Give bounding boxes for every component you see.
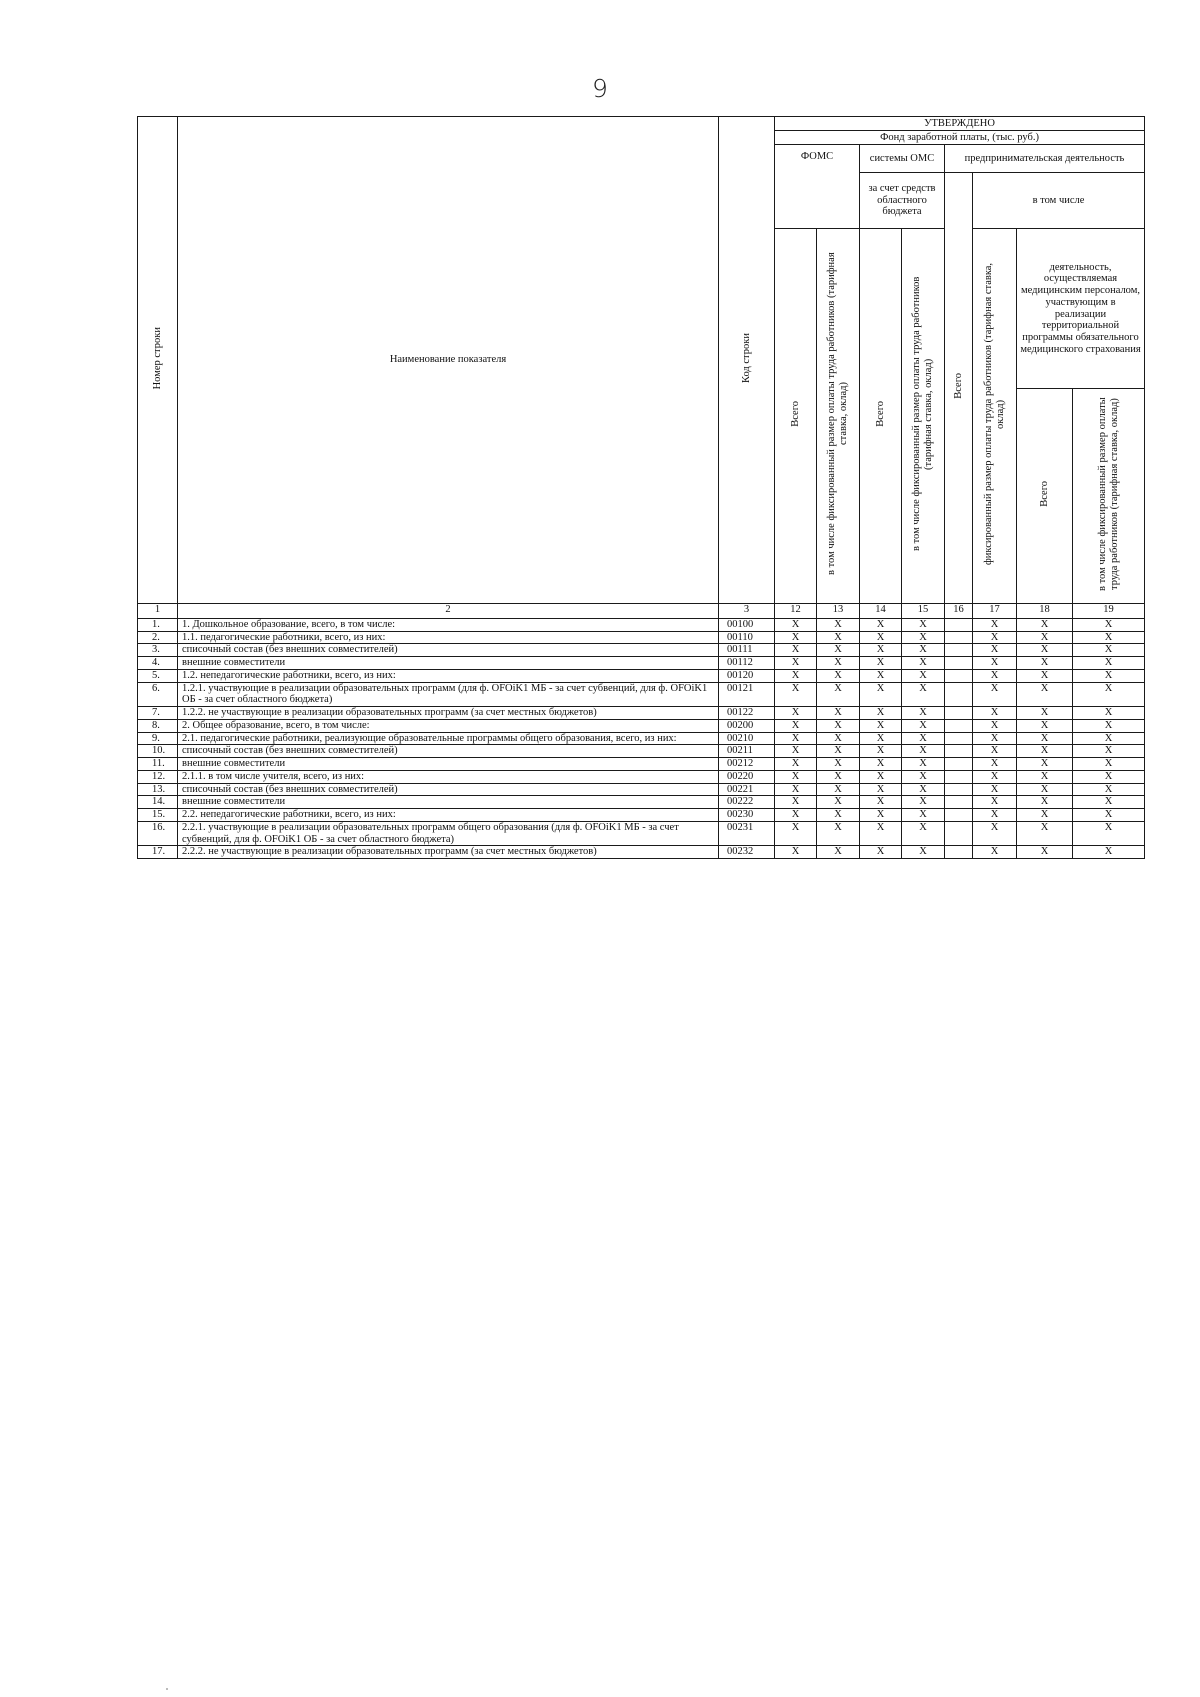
value-medical-fixed: X xyxy=(1073,719,1145,732)
table-row xyxy=(138,783,1145,796)
indicator-name: 1.1. педагогические работники, всего, из них: xyxy=(178,631,719,644)
entrepreneurial-header: предпринимательская деятельность xyxy=(945,145,1145,173)
indicator-name: 2.1.1. в том числе учителя, всего, из них: xyxy=(178,770,719,783)
value-medical-total: X xyxy=(1017,783,1073,796)
value-oms-total: X xyxy=(860,732,902,745)
value-entrepreneurial-fixed: X xyxy=(973,732,1017,745)
value-medical-fixed: X xyxy=(1073,618,1145,631)
value-medical-fixed: X xyxy=(1073,732,1145,745)
value-medical-total: X xyxy=(1017,682,1073,707)
value-oms-fixed: X xyxy=(902,631,945,644)
indicator-name: 2.2. непедагогические работники, всего, из них: xyxy=(178,809,719,822)
value-medical-total: X xyxy=(1017,770,1073,783)
col-number: 13 xyxy=(817,603,860,618)
row-code: 00221 xyxy=(719,783,775,796)
table-row xyxy=(138,669,1145,682)
value-medical-fixed: X xyxy=(1073,783,1145,796)
value-foms-fixed: X xyxy=(817,846,860,859)
row-code: 00230 xyxy=(719,809,775,822)
value-medical-fixed: X xyxy=(1073,682,1145,707)
indicator-name-header: Наименование показателя xyxy=(178,117,719,604)
value-foms-fixed: X xyxy=(817,758,860,771)
entrepreneurial-total-header: Всего xyxy=(945,173,973,604)
value-entrepreneurial-total xyxy=(945,669,973,682)
col-number: 12 xyxy=(775,603,817,618)
value-oms-total: X xyxy=(860,631,902,644)
value-oms-fixed: X xyxy=(902,644,945,657)
value-medical-total: X xyxy=(1017,719,1073,732)
value-foms-total: X xyxy=(775,669,817,682)
value-entrepreneurial-fixed: X xyxy=(973,809,1017,822)
row-number: 17. xyxy=(138,846,178,859)
table-row xyxy=(138,846,1145,859)
value-entrepreneurial-fixed: X xyxy=(973,631,1017,644)
indicator-name: внешние совместители xyxy=(178,758,719,771)
value-entrepreneurial-fixed: X xyxy=(973,783,1017,796)
indicator-name: 1.2. непедагогические работники, всего, из них: xyxy=(178,669,719,682)
value-medical-fixed: X xyxy=(1073,809,1145,822)
fund-header: Фонд заработной платы, (тыс. руб.) xyxy=(775,131,1145,145)
table-row xyxy=(138,618,1145,631)
indicator-name: 2. Общее образование, всего, в том числе: xyxy=(178,719,719,732)
value-medical-fixed: X xyxy=(1073,770,1145,783)
table-row xyxy=(138,745,1145,758)
value-entrepreneurial-fixed: X xyxy=(973,796,1017,809)
value-entrepreneurial-total xyxy=(945,657,973,670)
value-oms-total: X xyxy=(860,669,902,682)
value-foms-total: X xyxy=(775,809,817,822)
value-oms-fixed: X xyxy=(902,809,945,822)
row-code-header: Код строки xyxy=(719,117,775,604)
col-number: 18 xyxy=(1017,603,1073,618)
value-foms-total: X xyxy=(775,745,817,758)
row-number: 11. xyxy=(138,758,178,771)
indicator-name: 1. Дошкольное образование, всего, в том числе: xyxy=(178,618,719,631)
value-entrepreneurial-fixed: X xyxy=(973,682,1017,707)
value-foms-total: X xyxy=(775,618,817,631)
row-code: 00122 xyxy=(719,707,775,720)
table-row xyxy=(138,682,1145,707)
value-entrepreneurial-total xyxy=(945,758,973,771)
value-medical-total: X xyxy=(1017,657,1073,670)
value-foms-fixed: X xyxy=(817,669,860,682)
value-entrepreneurial-total xyxy=(945,682,973,707)
row-number-header: Номер строки xyxy=(138,117,178,604)
row-code: 00121 xyxy=(719,682,775,707)
value-foms-fixed: X xyxy=(817,707,860,720)
value-foms-fixed: X xyxy=(817,745,860,758)
row-number: 16. xyxy=(138,821,178,846)
value-entrepreneurial-total xyxy=(945,732,973,745)
value-oms-fixed: X xyxy=(902,618,945,631)
value-foms-total: X xyxy=(775,719,817,732)
value-medical-total: X xyxy=(1017,644,1073,657)
row-code: 00120 xyxy=(719,669,775,682)
value-medical-total: X xyxy=(1017,846,1073,859)
value-foms-total: X xyxy=(775,846,817,859)
value-foms-total: X xyxy=(775,758,817,771)
value-medical-fixed: X xyxy=(1073,758,1145,771)
value-oms-total: X xyxy=(860,770,902,783)
col-number: 14 xyxy=(860,603,902,618)
value-oms-total: X xyxy=(860,682,902,707)
indicator-name: 2.2.1. участвующие в реализации образовательных программ общего образования (для ф. OFOiK1 МБ - за счет субвенций, для ф. OFOiK1 ОБ - за счет областного бюджета) xyxy=(178,821,719,846)
oms-total-header: Всего xyxy=(860,229,902,604)
value-oms-total: X xyxy=(860,719,902,732)
oms-system-header: системы ОМС xyxy=(860,145,945,173)
row-code: 00110 xyxy=(719,631,775,644)
col-number: 1 xyxy=(138,603,178,618)
value-foms-total: X xyxy=(775,707,817,720)
value-oms-total: X xyxy=(860,809,902,822)
value-medical-total: X xyxy=(1017,758,1073,771)
row-number: 2. xyxy=(138,631,178,644)
medical-total-header: Всего xyxy=(1017,389,1073,604)
value-entrepreneurial-fixed: X xyxy=(973,644,1017,657)
indicator-name: 2.1. педагогические работники, реализующие образовательные программы общего образования, всего, из них: xyxy=(178,732,719,745)
value-foms-total: X xyxy=(775,796,817,809)
row-number: 10. xyxy=(138,745,178,758)
row-code: 00100 xyxy=(719,618,775,631)
value-medical-total: X xyxy=(1017,631,1073,644)
value-medical-total: X xyxy=(1017,669,1073,682)
approved-header: УТВЕРЖДЕНО xyxy=(775,117,1145,131)
row-number: 9. xyxy=(138,732,178,745)
value-medical-fixed: X xyxy=(1073,631,1145,644)
value-foms-total: X xyxy=(775,821,817,846)
medical-activity-header: деятельность, осуществляемая медицинским персоналом, участвующим в реализации территориальной программы обязательного медицинского страхования xyxy=(1017,229,1145,389)
value-entrepreneurial-fixed: X xyxy=(973,669,1017,682)
value-oms-fixed: X xyxy=(902,707,945,720)
row-code: 00232 xyxy=(719,846,775,859)
table-row xyxy=(138,719,1145,732)
value-oms-total: X xyxy=(860,707,902,720)
value-foms-fixed: X xyxy=(817,719,860,732)
col-number: 15 xyxy=(902,603,945,618)
indicator-name: списочный состав (без внешних совместителей) xyxy=(178,644,719,657)
row-number: 3. xyxy=(138,644,178,657)
value-entrepreneurial-total xyxy=(945,770,973,783)
value-foms-fixed: X xyxy=(817,770,860,783)
col-number: 16 xyxy=(945,603,973,618)
value-oms-total: X xyxy=(860,745,902,758)
value-oms-total: X xyxy=(860,657,902,670)
value-medical-fixed: X xyxy=(1073,821,1145,846)
value-oms-fixed: X xyxy=(902,821,945,846)
value-foms-fixed: X xyxy=(817,657,860,670)
table-row xyxy=(138,644,1145,657)
table-row xyxy=(138,758,1145,771)
table-row xyxy=(138,657,1145,670)
value-oms-fixed: X xyxy=(902,669,945,682)
value-oms-fixed: X xyxy=(902,732,945,745)
value-foms-total: X xyxy=(775,770,817,783)
col-number: 17 xyxy=(973,603,1017,618)
value-entrepreneurial-fixed: X xyxy=(973,618,1017,631)
row-code: 00231 xyxy=(719,821,775,846)
row-code: 00222 xyxy=(719,796,775,809)
value-entrepreneurial-fixed: X xyxy=(973,707,1017,720)
indicator-name: списочный состав (без внешних совместителей) xyxy=(178,745,719,758)
value-oms-total: X xyxy=(860,821,902,846)
value-foms-total: X xyxy=(775,682,817,707)
value-foms-fixed: X xyxy=(817,682,860,707)
value-entrepreneurial-fixed: X xyxy=(973,821,1017,846)
indicator-name: 1.2.1. участвующие в реализации образовательных программ (для ф. OFOiK1 МБ - за счет субвенций, для ф. OFOiK1 ОБ - за счет областного бюджета) xyxy=(178,682,719,707)
value-medical-fixed: X xyxy=(1073,707,1145,720)
indicator-name: внешние совместители xyxy=(178,796,719,809)
value-medical-fixed: X xyxy=(1073,745,1145,758)
row-number: 12. xyxy=(138,770,178,783)
medical-fixed-header: в том числе фиксированный размер оплаты труда работников (тарифная ставка, оклад) xyxy=(1073,389,1145,604)
value-oms-fixed: X xyxy=(902,719,945,732)
value-foms-fixed: X xyxy=(817,783,860,796)
row-code: 00200 xyxy=(719,719,775,732)
row-number: 7. xyxy=(138,707,178,720)
value-oms-fixed: X xyxy=(902,846,945,859)
value-entrepreneurial-total xyxy=(945,846,973,859)
value-medical-total: X xyxy=(1017,809,1073,822)
table-row xyxy=(138,732,1145,745)
value-foms-fixed: X xyxy=(817,618,860,631)
value-foms-fixed: X xyxy=(817,796,860,809)
value-medical-total: X xyxy=(1017,732,1073,745)
col-number: 3 xyxy=(719,603,775,618)
indicator-name: списочный состав (без внешних совместителей) xyxy=(178,783,719,796)
value-oms-total: X xyxy=(860,618,902,631)
value-foms-total: X xyxy=(775,644,817,657)
value-oms-total: X xyxy=(860,846,902,859)
row-code: 00111 xyxy=(719,644,775,657)
entrepreneurial-fixed-header: фиксированный размер оплаты труда работников (тарифная ставка, оклад) xyxy=(973,229,1017,604)
value-medical-total: X xyxy=(1017,618,1073,631)
including-header: в том числе xyxy=(973,173,1145,229)
table-row xyxy=(138,707,1145,720)
value-foms-fixed: X xyxy=(817,732,860,745)
value-medical-total: X xyxy=(1017,745,1073,758)
row-code: 00112 xyxy=(719,657,775,670)
value-foms-fixed: X xyxy=(817,644,860,657)
value-medical-total: X xyxy=(1017,707,1073,720)
value-oms-total: X xyxy=(860,644,902,657)
value-medical-fixed: X xyxy=(1073,669,1145,682)
scan-artifact xyxy=(166,1688,168,1690)
row-number: 13. xyxy=(138,783,178,796)
value-entrepreneurial-total xyxy=(945,783,973,796)
value-foms-total: X xyxy=(775,783,817,796)
table-row xyxy=(138,770,1145,783)
row-number: 8. xyxy=(138,719,178,732)
value-oms-total: X xyxy=(860,796,902,809)
indicator-name: 2.2.2. не участвующие в реализации образовательных программ (за счет местных бюджетов) xyxy=(178,846,719,859)
value-entrepreneurial-total xyxy=(945,707,973,720)
value-entrepreneurial-total xyxy=(945,631,973,644)
value-medical-total: X xyxy=(1017,796,1073,809)
table-row xyxy=(138,809,1145,822)
value-foms-total: X xyxy=(775,732,817,745)
value-oms-fixed: X xyxy=(902,657,945,670)
value-medical-fixed: X xyxy=(1073,796,1145,809)
table-row xyxy=(138,631,1145,644)
indicator-name: 1.2.2. не участвующие в реализации образовательных программ (за счет местных бюджетов) xyxy=(178,707,719,720)
row-number: 5. xyxy=(138,669,178,682)
value-entrepreneurial-total xyxy=(945,618,973,631)
value-medical-total: X xyxy=(1017,821,1073,846)
value-oms-fixed: X xyxy=(902,796,945,809)
value-foms-total: X xyxy=(775,657,817,670)
value-oms-total: X xyxy=(860,758,902,771)
foms-total-header: Всего xyxy=(775,229,817,604)
value-medical-fixed: X xyxy=(1073,846,1145,859)
row-code: 00211 xyxy=(719,745,775,758)
table-row xyxy=(138,796,1145,809)
value-entrepreneurial-total xyxy=(945,644,973,657)
value-oms-fixed: X xyxy=(902,783,945,796)
oms-fixed-header: в том числе фиксированный размер оплаты труда работников (тарифная ставка, оклад) xyxy=(902,229,945,604)
row-number: 6. xyxy=(138,682,178,707)
value-foms-fixed: X xyxy=(817,809,860,822)
value-foms-total: X xyxy=(775,631,817,644)
row-number: 14. xyxy=(138,796,178,809)
value-entrepreneurial-total xyxy=(945,796,973,809)
value-entrepreneurial-fixed: X xyxy=(973,846,1017,859)
value-entrepreneurial-fixed: X xyxy=(973,758,1017,771)
row-number: 1. xyxy=(138,618,178,631)
page-number: 9 xyxy=(592,74,608,103)
row-code: 00210 xyxy=(719,732,775,745)
indicator-name: внешние совместители xyxy=(178,657,719,670)
value-entrepreneurial-total xyxy=(945,745,973,758)
value-foms-fixed: X xyxy=(817,821,860,846)
foms-fixed-header: в том числе фиксированный размер оплаты труда работников (тарифная ставка, оклад) xyxy=(817,229,860,604)
value-entrepreneurial-fixed: X xyxy=(973,657,1017,670)
row-number: 4. xyxy=(138,657,178,670)
value-entrepreneurial-fixed: X xyxy=(973,719,1017,732)
value-entrepreneurial-total xyxy=(945,809,973,822)
value-foms-fixed: X xyxy=(817,631,860,644)
row-code: 00212 xyxy=(719,758,775,771)
value-oms-fixed: X xyxy=(902,682,945,707)
value-entrepreneurial-fixed: X xyxy=(973,745,1017,758)
value-entrepreneurial-total xyxy=(945,821,973,846)
row-code: 00220 xyxy=(719,770,775,783)
col-number: 19 xyxy=(1073,603,1145,618)
foms-header: ФОМС xyxy=(775,145,860,229)
value-oms-fixed: X xyxy=(902,758,945,771)
value-entrepreneurial-total xyxy=(945,719,973,732)
fund-report-table xyxy=(137,116,1145,859)
col-number: 2 xyxy=(178,603,719,618)
value-medical-fixed: X xyxy=(1073,657,1145,670)
table-row xyxy=(138,821,1145,846)
column-number-row xyxy=(138,603,1145,618)
value-medical-fixed: X xyxy=(1073,644,1145,657)
value-entrepreneurial-fixed: X xyxy=(973,770,1017,783)
oms-regional-header: за счет средств областного бюджета xyxy=(860,173,945,229)
row-number: 15. xyxy=(138,809,178,822)
value-oms-fixed: X xyxy=(902,745,945,758)
value-oms-fixed: X xyxy=(902,770,945,783)
value-oms-total: X xyxy=(860,783,902,796)
